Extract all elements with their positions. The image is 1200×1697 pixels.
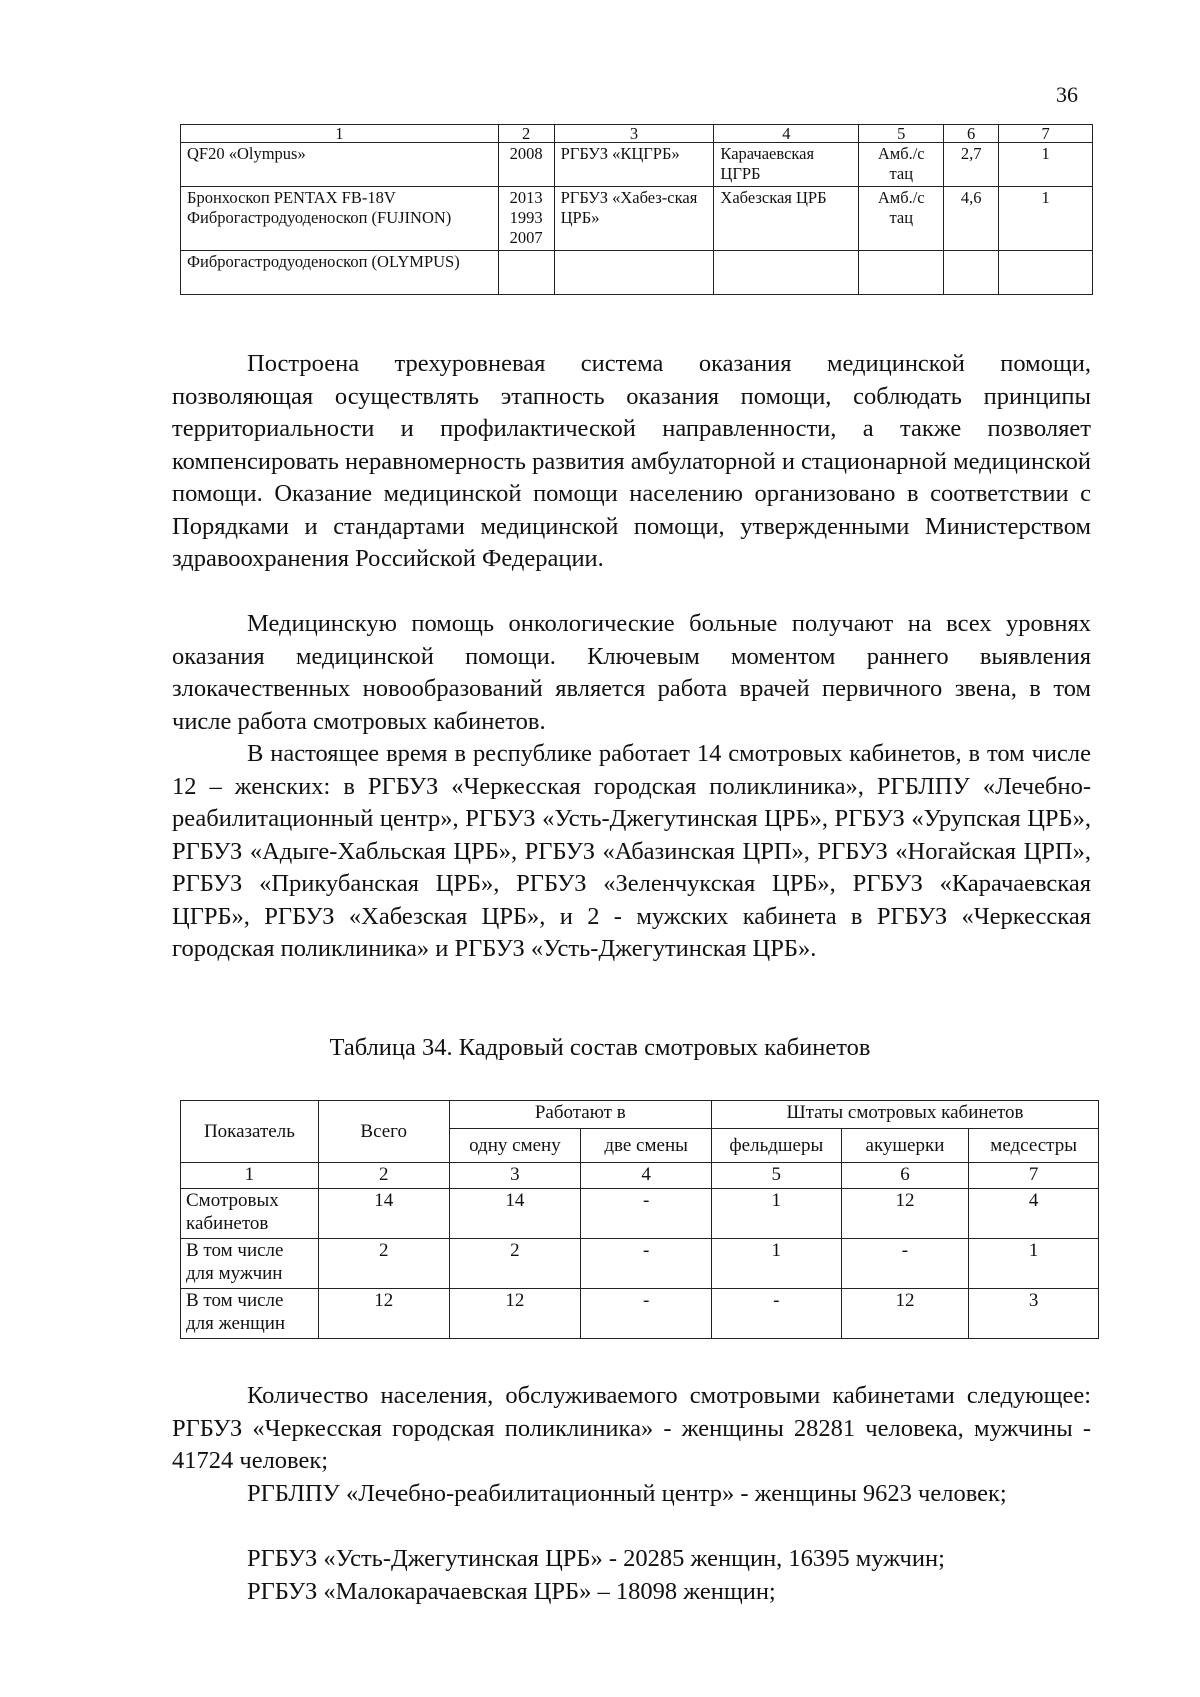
header-indicator: Показатель: [181, 1101, 319, 1163]
table-cell: 3: [969, 1289, 1099, 1339]
col-number: 5: [711, 1163, 841, 1189]
table-cell: Амб./с тац: [859, 143, 944, 187]
staff-header-row: [181, 1101, 1099, 1129]
table-caption: Таблица 34. Кадровый состав смотровых кабинетов: [329, 1034, 871, 1061]
table-cell: РГБУЗ «Хабез-ская ЦРБ»: [554, 187, 714, 251]
header-one-shift: одну смену: [449, 1129, 581, 1163]
table-cell: 1: [711, 1239, 841, 1289]
header-midwives: акушерки: [841, 1129, 969, 1163]
table-cell: 1: [969, 1239, 1099, 1289]
table-cell: Амб./с тац: [859, 187, 944, 251]
header-work-group: Работают в: [449, 1101, 711, 1129]
table-cell: -: [581, 1289, 712, 1339]
table-row: [181, 187, 1093, 251]
equipment-table: [180, 124, 1093, 295]
table-cell: Хабезская ЦРБ: [714, 187, 859, 251]
table-cell: [944, 251, 999, 295]
table-cell: [999, 251, 1093, 295]
table-cell: 4: [969, 1189, 1099, 1239]
table-cell: 12: [318, 1289, 449, 1339]
col-number: 4: [714, 125, 859, 143]
table-cell: Карачаевская ЦГРБ: [714, 143, 859, 187]
table-cell: 12: [449, 1289, 581, 1339]
header-two-shifts: две смены: [581, 1129, 712, 1163]
col-number: 6: [841, 1163, 969, 1189]
table-cell: 1: [999, 143, 1093, 187]
equipment-table-number-row: [181, 125, 1093, 143]
table-cell: Смотровых кабинетов: [181, 1189, 319, 1239]
table-cell: 14: [318, 1189, 449, 1239]
staff-number-row: [181, 1163, 1099, 1189]
table-row: [181, 1289, 1099, 1339]
table-cell: -: [841, 1239, 969, 1289]
page-number: 36: [1056, 82, 1078, 107]
col-number: 3: [554, 125, 714, 143]
staff-table: [180, 1100, 1099, 1339]
table-cell: [554, 251, 714, 295]
table-cell: 12: [841, 1289, 969, 1339]
table-row: [181, 1189, 1099, 1239]
col-number: 5: [859, 125, 944, 143]
header-nurses: медсестры: [969, 1129, 1099, 1163]
table-cell: 2,7: [944, 143, 999, 187]
table-cell: 4,6: [944, 187, 999, 251]
table-cell: В том числе для мужчин: [181, 1239, 319, 1289]
table-cell: 14: [449, 1189, 581, 1239]
table-cell: -: [711, 1289, 841, 1339]
table-cell: -: [581, 1239, 712, 1289]
col-number: 6: [944, 125, 999, 143]
table-cell: 2: [318, 1239, 449, 1289]
header-paramedics: фельдшеры: [711, 1129, 841, 1163]
paragraph-exam-rooms: В настоящее время в республике работает 14 смотровых кабинетов, в том числе 12 – женских: в РГБУЗ «Черкесская городская поликлиника», РГБЛПУ «Лечебно-реабилитационный центр», РГБУЗ «Усть-Джегутинская ЦРБ», РГБУЗ «Урупская ЦРБ», РГБУЗ «Адыге-Хабльская ЦРБ», РГБУЗ «Абазинская ЦРП», РГБУЗ «Ногайская ЦРП», РГБУЗ «Прикубанская ЦРБ», РГБУЗ «Зеленчукская ЦРБ», РГБУЗ «Карачаевская ЦГРБ», РГБУЗ «Хабезская ЦРБ», и 2 - мужских кабинета в РГБУЗ «Черкесская городская поликлиника» и РГБУЗ «Усть-Джегутинская ЦРБ».: [172, 740, 1091, 962]
table-cell: 12: [841, 1189, 969, 1239]
table-cell: [859, 251, 944, 295]
paragraph-population-malokarachaevsk: РГБУЗ «Малокарачаевская ЦРБ» – 18098 женщин;: [247, 1578, 776, 1605]
header-total: Всего: [318, 1101, 449, 1163]
col-number: 2: [498, 125, 554, 143]
paragraph-population-ust-dzheguta: РГБУЗ «Усть-Джегутинская ЦРБ» - 20285 женщин, 16395 мужчин;: [247, 1545, 945, 1572]
table-row: [181, 251, 1093, 295]
table-cell: В том числе для женщин: [181, 1289, 319, 1339]
table-cell: [498, 251, 554, 295]
table-row: [181, 1239, 1099, 1289]
col-number: 1: [181, 1163, 319, 1189]
col-number: 7: [999, 125, 1093, 143]
table-cell: 2013 1993 2007: [498, 187, 554, 251]
table-cell: 2008: [498, 143, 554, 187]
col-number: 2: [318, 1163, 449, 1189]
header-staff-group: Штаты смотровых кабинетов: [711, 1101, 1098, 1129]
table-row: [181, 143, 1093, 187]
table-cell: Фиброгастродуоденоскоп (OLYMPUS): [181, 251, 499, 295]
table-cell: Бронхоскоп PENTAX FB-18V Фиброгастродуоденоскоп (FUJINON): [181, 187, 499, 251]
col-number: 1: [181, 125, 499, 143]
table-cell: QF20 «Olympus»: [181, 143, 499, 187]
table-cell: -: [581, 1189, 712, 1239]
table-cell: 1: [999, 187, 1093, 251]
col-number: 7: [969, 1163, 1099, 1189]
paragraph-population-rehab-center: РГБЛПУ «Лечебно-реабилитационный центр» - женщины 9623 человек;: [247, 1480, 1007, 1507]
table-cell: 2: [449, 1239, 581, 1289]
table-cell: РГБУЗ «КЦГРБ»: [554, 143, 714, 187]
paragraph-population-cherkessk: Количество населения, обслуживаемого смотровыми кабинетами следующее: РГБУЗ «Черкесская городская поликлиника» - женщины 28281 человека, мужчины - 41724 человек;: [172, 1382, 1091, 1474]
table-cell: [714, 251, 859, 295]
paragraph-three-level-system: Построена трехуровневая система оказания медицинской помощи, позволяющая осуществлять этапность оказания помощи, соблюдать принципы территориальности и профилактической направленности, а также позволяет компенсировать неравномерность развития амбулаторной и стационарной медицинской помощи. Оказание медицинской помощи населению организовано в соответствии с Порядками и стандартами медицинской помощи, утвержденными Министерством здравоохранения Российской Федерации.: [172, 350, 1091, 572]
col-number: 3: [449, 1163, 581, 1189]
table-cell: 1: [711, 1189, 841, 1239]
paragraph-oncology-care: Медицинскую помощь онкологические больные получают на всех уровнях оказания медицинской помощи. Ключевым моментом раннего выявления злокачественных новообразований является работа врачей первичного звена, в том числе работа смотровых кабинетов.: [172, 610, 1091, 735]
col-number: 4: [581, 1163, 712, 1189]
